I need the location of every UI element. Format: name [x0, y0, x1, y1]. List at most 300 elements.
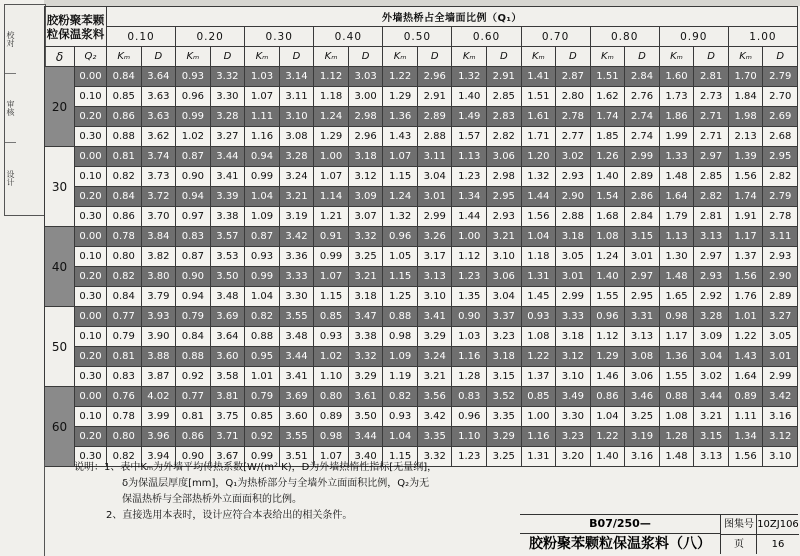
km-cell: 0.93 [245, 247, 280, 267]
km-cell: 1.26 [590, 147, 625, 167]
d-cell: 3.55 [279, 307, 314, 327]
d-cell: 3.10 [279, 107, 314, 127]
d-cell: 3.42 [279, 227, 314, 247]
km-cell: 0.90 [176, 267, 211, 287]
drawing-name: 胶粉聚苯颗粒保温浆料（八） [529, 536, 711, 552]
km-cell: 0.90 [452, 307, 487, 327]
margin-label: 审核 [5, 74, 16, 143]
d-cell: 3.12 [348, 167, 383, 187]
d-cell: 3.23 [487, 327, 522, 347]
d-header: D [417, 47, 452, 67]
left-bottom-margin [0, 460, 45, 556]
km-cell: 0.89 [314, 407, 349, 427]
d-cell: 3.16 [625, 447, 660, 467]
q1-value-header: 0.70 [521, 27, 590, 47]
km-cell: 1.29 [383, 87, 418, 107]
table-row [45, 67, 798, 87]
km-cell: 1.15 [314, 287, 349, 307]
d-cell: 3.12 [556, 347, 591, 367]
d-cell: 2.93 [556, 167, 591, 187]
km-cell: 1.48 [659, 167, 694, 187]
d-cell: 3.13 [625, 327, 660, 347]
km-cell: 1.10 [314, 367, 349, 387]
q2-value: 0.30 [75, 367, 107, 387]
km-cell: 2.13 [728, 127, 763, 147]
q2-value: 0.00 [75, 147, 107, 167]
km-cell: 1.03 [245, 67, 280, 87]
d-cell: 3.03 [348, 67, 383, 87]
d-cell: 3.15 [625, 227, 660, 247]
d-cell: 2.91 [487, 67, 522, 87]
d-cell: 3.24 [279, 167, 314, 187]
delta-value: 50 [45, 307, 75, 387]
d-cell: 3.01 [625, 247, 660, 267]
q2-value: 0.20 [75, 347, 107, 367]
d-cell: 3.57 [210, 227, 245, 247]
note-1: 说明：1、表中Kₘ为外墙平均传热系数[W/(m²·K)，D为外墙热惰性指标[无量纲]， [74, 462, 438, 473]
km-cell: 1.08 [659, 407, 694, 427]
km-cell: 1.40 [590, 447, 625, 467]
km-cell: 0.79 [176, 307, 211, 327]
km-cell: 1.32 [452, 67, 487, 87]
km-cell: 1.23 [452, 447, 487, 467]
d-cell: 3.13 [694, 227, 729, 247]
d-cell: 3.51 [279, 447, 314, 467]
km-cell: 1.01 [728, 307, 763, 327]
km-header: Kₘ [659, 47, 694, 67]
km-cell: 1.25 [383, 287, 418, 307]
d-cell: 3.20 [556, 447, 591, 467]
d-cell: 2.73 [694, 87, 729, 107]
km-cell: 0.94 [245, 147, 280, 167]
km-cell: 0.87 [245, 227, 280, 247]
q2-value: 0.10 [75, 167, 107, 187]
delta-value: 60 [45, 387, 75, 467]
d-cell: 3.27 [763, 307, 798, 327]
d-cell: 2.93 [487, 207, 522, 227]
km-cell: 0.88 [383, 307, 418, 327]
km-cell: 1.07 [314, 267, 349, 287]
km-cell: 1.56 [728, 447, 763, 467]
d-cell: 3.23 [556, 427, 591, 447]
d-cell: 3.11 [279, 87, 314, 107]
d-cell: 3.15 [487, 367, 522, 387]
km-cell: 1.43 [728, 347, 763, 367]
d-header: D [487, 47, 522, 67]
q2-value: 0.30 [75, 207, 107, 227]
d-cell: 3.21 [694, 407, 729, 427]
km-cell: 0.88 [659, 387, 694, 407]
km-cell: 0.83 [107, 367, 142, 387]
d-cell: 2.79 [763, 187, 798, 207]
km-cell: 1.07 [245, 87, 280, 107]
km-cell: 1.11 [728, 407, 763, 427]
d-cell: 3.10 [417, 287, 452, 307]
km-cell: 1.12 [590, 327, 625, 347]
km-cell: 1.18 [521, 247, 556, 267]
d-cell: 3.31 [625, 307, 660, 327]
km-cell: 1.04 [383, 427, 418, 447]
d-cell: 3.13 [417, 267, 452, 287]
d-cell: 3.25 [625, 407, 660, 427]
d-cell: 2.89 [763, 287, 798, 307]
d-cell: 2.68 [763, 127, 798, 147]
d-cell: 3.05 [763, 327, 798, 347]
d-cell: 3.18 [348, 287, 383, 307]
note-2: 2、直接选用本表时，设计应符合本表给出的相关条件。 [106, 510, 353, 521]
km-header: Kₘ [521, 47, 556, 67]
left-margin-strip [4, 4, 46, 216]
km-cell: 1.60 [659, 67, 694, 87]
d-cell: 3.11 [763, 227, 798, 247]
d-cell: 3.28 [694, 307, 729, 327]
km-cell: 1.23 [452, 267, 487, 287]
km-cell: 0.82 [107, 267, 142, 287]
d-cell: 3.29 [417, 327, 452, 347]
km-cell: 1.29 [590, 347, 625, 367]
table-row [45, 207, 798, 227]
d-cell: 3.41 [417, 307, 452, 327]
table-row [45, 287, 798, 307]
d-cell: 3.10 [763, 447, 798, 467]
km-cell: 1.16 [521, 427, 556, 447]
table-row [45, 307, 798, 327]
d-header: D [279, 47, 314, 67]
d-cell: 3.21 [487, 227, 522, 247]
km-cell: 1.79 [659, 207, 694, 227]
d-cell: 3.38 [348, 327, 383, 347]
q1-value-header: 0.40 [314, 27, 383, 47]
d-header: D [763, 47, 798, 67]
d-cell: 3.71 [210, 427, 245, 447]
km-cell: 1.51 [590, 67, 625, 87]
note-1-line3: 保温热桥与全部热桥外立面面积的比例。 [122, 494, 302, 505]
d-cell: 3.32 [210, 67, 245, 87]
km-cell: 1.85 [590, 127, 625, 147]
table-row [45, 247, 798, 267]
km-cell: 0.99 [245, 167, 280, 187]
q2-value: 0.20 [75, 107, 107, 127]
q1-value-header: 0.50 [383, 27, 452, 47]
d-cell: 3.24 [417, 347, 452, 367]
km-cell: 1.74 [728, 187, 763, 207]
km-cell: 0.91 [314, 227, 349, 247]
d-cell: 3.05 [556, 247, 591, 267]
km-cell: 1.65 [659, 287, 694, 307]
q2-value: 0.20 [75, 267, 107, 287]
km-cell: 0.84 [107, 67, 142, 87]
d-cell: 3.21 [279, 187, 314, 207]
d-cell: 3.08 [625, 347, 660, 367]
km-cell: 0.98 [383, 327, 418, 347]
km-cell: 1.57 [452, 127, 487, 147]
km-cell: 1.15 [383, 267, 418, 287]
q2-value: 0.30 [75, 447, 107, 467]
d-cell: 2.82 [763, 167, 798, 187]
km-cell: 1.49 [452, 107, 487, 127]
d-cell: 3.53 [210, 247, 245, 267]
table-row [45, 87, 798, 107]
d-cell: 2.92 [694, 287, 729, 307]
d-cell: 2.71 [694, 107, 729, 127]
km-cell: 1.56 [521, 207, 556, 227]
km-cell: 1.19 [383, 367, 418, 387]
km-cell: 1.01 [245, 367, 280, 387]
q2-value: 0.10 [75, 407, 107, 427]
q1-value-header: 0.60 [452, 27, 521, 47]
q2-value: 0.00 [75, 227, 107, 247]
q1-value-header: 0.80 [590, 27, 659, 47]
delta-header: δ [45, 47, 75, 67]
d-cell: 3.18 [556, 227, 591, 247]
d-cell: 2.85 [487, 87, 522, 107]
d-cell: 3.29 [487, 427, 522, 447]
km-header: Kₘ [176, 47, 211, 67]
q1-header-row [45, 27, 798, 47]
table-row [45, 147, 798, 167]
km-cell: 1.15 [383, 447, 418, 467]
km-cell: 0.98 [314, 427, 349, 447]
atlas-label: 图集号 [720, 515, 757, 535]
d-cell: 3.63 [141, 107, 176, 127]
margin-label: 校对 [5, 5, 16, 74]
d-cell: 2.93 [763, 247, 798, 267]
d-cell: 3.96 [141, 427, 176, 447]
d-cell: 3.73 [141, 167, 176, 187]
d-cell: 3.64 [210, 327, 245, 347]
d-cell: 3.67 [210, 447, 245, 467]
km-cell: 0.85 [107, 87, 142, 107]
sub-header-row [45, 47, 798, 67]
km-cell: 1.13 [659, 227, 694, 247]
d-cell: 3.84 [141, 227, 176, 247]
d-cell: 3.61 [348, 387, 383, 407]
km-cell: 0.94 [176, 287, 211, 307]
km-header: Kₘ [590, 47, 625, 67]
km-cell: 1.16 [245, 127, 280, 147]
d-cell: 3.62 [141, 127, 176, 147]
km-cell: 1.34 [728, 427, 763, 447]
km-cell: 1.74 [590, 107, 625, 127]
d-cell: 3.21 [348, 267, 383, 287]
km-cell: 1.12 [314, 67, 349, 87]
km-cell: 0.96 [452, 407, 487, 427]
km-cell: 0.93 [521, 307, 556, 327]
km-cell: 1.24 [383, 187, 418, 207]
km-cell: 0.82 [107, 167, 142, 187]
d-cell: 2.99 [556, 287, 591, 307]
km-cell: 1.22 [590, 427, 625, 447]
km-cell: 0.89 [728, 387, 763, 407]
km-cell: 1.00 [452, 227, 487, 247]
km-cell: 1.51 [521, 87, 556, 107]
d-cell: 3.19 [279, 207, 314, 227]
km-header: Kₘ [452, 47, 487, 67]
d-cell: 2.96 [417, 67, 452, 87]
d-cell: 2.87 [556, 67, 591, 87]
d-cell: 3.81 [210, 387, 245, 407]
d-cell: 3.06 [487, 267, 522, 287]
km-cell: 0.84 [107, 187, 142, 207]
km-cell: 0.92 [176, 367, 211, 387]
km-cell: 0.99 [245, 447, 280, 467]
km-cell: 0.81 [107, 147, 142, 167]
km-cell: 1.56 [728, 267, 763, 287]
d-cell: 3.00 [348, 87, 383, 107]
d-cell: 3.36 [279, 247, 314, 267]
table-row [45, 367, 798, 387]
d-cell: 3.01 [417, 187, 452, 207]
d-cell: 2.88 [417, 127, 452, 147]
d-cell: 3.30 [556, 407, 591, 427]
d-cell: 2.97 [694, 247, 729, 267]
d-cell: 3.56 [417, 387, 452, 407]
km-cell: 1.14 [314, 187, 349, 207]
d-cell: 3.52 [487, 387, 522, 407]
d-cell: 3.17 [417, 247, 452, 267]
d-cell: 3.25 [348, 247, 383, 267]
q2-value: 0.10 [75, 87, 107, 107]
d-cell: 3.74 [141, 147, 176, 167]
d-cell: 3.48 [210, 287, 245, 307]
km-cell: 1.04 [245, 287, 280, 307]
km-cell: 0.93 [314, 327, 349, 347]
d-cell: 2.99 [763, 367, 798, 387]
d-cell: 3.87 [141, 367, 176, 387]
km-cell: 0.82 [107, 447, 142, 467]
km-cell: 1.40 [590, 167, 625, 187]
d-cell: 3.02 [556, 147, 591, 167]
q2-value: 0.10 [75, 327, 107, 347]
d-cell: 2.97 [625, 267, 660, 287]
d-cell: 2.88 [556, 207, 591, 227]
d-cell: 3.30 [279, 287, 314, 307]
d-cell: 3.44 [210, 147, 245, 167]
km-cell: 0.80 [107, 247, 142, 267]
d-cell: 3.49 [556, 387, 591, 407]
d-cell: 3.18 [556, 327, 591, 347]
d-cell: 3.55 [279, 427, 314, 447]
material-header: 胶粉聚苯颗粒保温浆料 [45, 7, 107, 47]
table-row [45, 407, 798, 427]
d-cell: 3.10 [556, 367, 591, 387]
km-cell: 1.44 [452, 207, 487, 227]
d-cell: 3.18 [487, 347, 522, 367]
table-title: 外墙热桥占全墙面比例（Q₁） [107, 7, 798, 27]
km-cell: 1.32 [521, 167, 556, 187]
km-cell: 1.18 [314, 87, 349, 107]
km-cell: 0.76 [107, 387, 142, 407]
d-cell: 3.72 [141, 187, 176, 207]
d-cell: 2.79 [763, 67, 798, 87]
km-cell: 1.28 [659, 427, 694, 447]
km-cell: 1.41 [521, 67, 556, 87]
d-cell: 2.96 [348, 127, 383, 147]
d-cell: 2.80 [556, 87, 591, 107]
km-cell: 1.22 [521, 347, 556, 367]
km-cell: 0.93 [176, 67, 211, 87]
d-cell: 2.86 [625, 187, 660, 207]
d-cell: 3.42 [417, 407, 452, 427]
km-cell: 0.80 [107, 427, 142, 447]
d-cell: 2.81 [694, 207, 729, 227]
page-value: 16 [756, 535, 799, 554]
note-1-line2: δ为保温层厚度[mm]，Q₁为热桥部分与全墙外立面面积比例，Q₂为无 [122, 478, 430, 489]
q1-value-header: 0.10 [107, 27, 176, 47]
d-cell: 3.09 [694, 327, 729, 347]
km-cell: 1.62 [590, 87, 625, 107]
d-cell: 3.01 [556, 267, 591, 287]
km-cell: 1.03 [452, 327, 487, 347]
d-cell: 3.28 [279, 147, 314, 167]
q2-value: 0.30 [75, 287, 107, 307]
d-cell: 3.15 [694, 427, 729, 447]
q2-value: 0.20 [75, 427, 107, 447]
km-cell: 1.10 [452, 427, 487, 447]
km-cell: 0.78 [107, 407, 142, 427]
km-cell: 1.36 [659, 347, 694, 367]
km-cell: 0.77 [107, 307, 142, 327]
d-cell: 2.74 [625, 127, 660, 147]
km-cell: 1.11 [245, 107, 280, 127]
km-cell: 0.96 [590, 307, 625, 327]
d-cell: 3.12 [763, 427, 798, 447]
km-cell: 1.73 [659, 87, 694, 107]
km-cell: 1.35 [452, 287, 487, 307]
km-cell: 0.87 [176, 147, 211, 167]
km-cell: 1.28 [452, 367, 487, 387]
km-cell: 0.81 [107, 347, 142, 367]
q2-value: 0.00 [75, 67, 107, 87]
km-cell: 1.29 [314, 127, 349, 147]
q2-value: 0.30 [75, 127, 107, 147]
km-cell: 1.02 [176, 127, 211, 147]
d-header: D [210, 47, 245, 67]
km-cell: 1.56 [728, 167, 763, 187]
km-cell: 1.09 [245, 207, 280, 227]
km-cell: 1.21 [314, 207, 349, 227]
km-cell: 1.55 [659, 367, 694, 387]
km-cell: 0.94 [176, 187, 211, 207]
km-cell: 1.37 [728, 247, 763, 267]
km-cell: 1.55 [590, 287, 625, 307]
km-cell: 1.39 [728, 147, 763, 167]
km-cell: 0.95 [245, 347, 280, 367]
d-cell: 3.44 [279, 347, 314, 367]
km-cell: 1.86 [659, 107, 694, 127]
d-cell: 3.93 [141, 307, 176, 327]
km-cell: 1.71 [521, 127, 556, 147]
d-cell: 3.19 [625, 427, 660, 447]
d-cell: 3.42 [763, 387, 798, 407]
km-cell: 1.61 [521, 107, 556, 127]
d-cell: 2.82 [487, 127, 522, 147]
table-row [45, 267, 798, 287]
d-cell: 3.44 [694, 387, 729, 407]
km-cell: 0.81 [176, 407, 211, 427]
d-cell: 3.48 [279, 327, 314, 347]
table-row [45, 107, 798, 127]
km-cell: 1.48 [659, 447, 694, 467]
km-cell: 1.04 [245, 187, 280, 207]
atlas-value: 10ZJ106 [756, 515, 799, 535]
d-header: D [141, 47, 176, 67]
table-row [45, 347, 798, 367]
km-cell: 1.32 [383, 207, 418, 227]
d-header: D [625, 47, 660, 67]
km-cell: 1.44 [521, 187, 556, 207]
d-cell: 3.11 [417, 147, 452, 167]
